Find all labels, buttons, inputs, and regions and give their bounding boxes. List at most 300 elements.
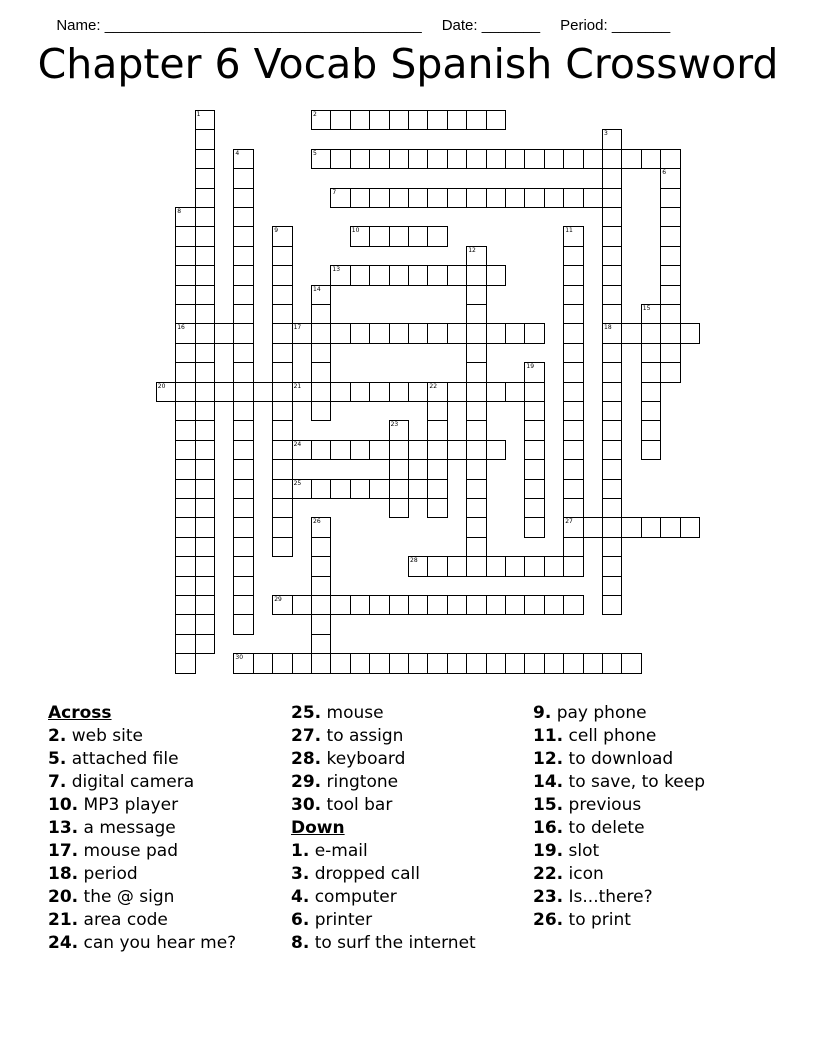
grid-cell[interactable]: [175, 614, 195, 634]
grid-cell[interactable]: [175, 401, 195, 421]
grid-cell[interactable]: [602, 479, 622, 499]
grid-cell[interactable]: [408, 556, 428, 576]
grid-cell[interactable]: [311, 634, 331, 654]
grid-cell[interactable]: [369, 440, 389, 460]
grid-cell[interactable]: [408, 188, 428, 208]
grid-cell[interactable]: [311, 304, 331, 324]
grid-cell[interactable]: [233, 479, 253, 499]
grid-cell[interactable]: [408, 323, 428, 343]
grid-cell[interactable]: [524, 440, 544, 460]
grid-cell[interactable]: [272, 498, 292, 518]
grid-cell[interactable]: [272, 382, 292, 402]
grid-cell[interactable]: [602, 207, 622, 227]
grid-cell[interactable]: [660, 207, 680, 227]
grid-cell[interactable]: [233, 168, 253, 188]
grid-cell[interactable]: [602, 576, 622, 596]
grid-cell[interactable]: [175, 420, 195, 440]
grid-cell[interactable]: [563, 479, 583, 499]
grid-cell[interactable]: [369, 323, 389, 343]
grid-cell[interactable]: [272, 537, 292, 557]
grid-cell[interactable]: [602, 129, 622, 149]
grid-cell[interactable]: [233, 517, 253, 537]
grid-cell[interactable]: [563, 362, 583, 382]
grid-cell[interactable]: [544, 556, 564, 576]
grid-cell[interactable]: [602, 168, 622, 188]
grid-cell[interactable]: [311, 343, 331, 363]
grid-cell[interactable]: [447, 110, 467, 130]
grid-cell[interactable]: [641, 401, 661, 421]
grid-cell[interactable]: [233, 149, 253, 169]
grid-cell[interactable]: [350, 149, 370, 169]
grid-cell[interactable]: [272, 285, 292, 305]
grid-cell[interactable]: [195, 556, 215, 576]
grid-cell[interactable]: [486, 653, 506, 673]
grid-cell[interactable]: [505, 323, 525, 343]
grid-cell[interactable]: [350, 595, 370, 615]
grid-cell[interactable]: [466, 304, 486, 324]
grid-cell[interactable]: [505, 382, 525, 402]
grid-cell[interactable]: [195, 614, 215, 634]
grid-cell[interactable]: [408, 149, 428, 169]
grid-cell[interactable]: [466, 653, 486, 673]
grid-cell[interactable]: [447, 382, 467, 402]
grid-cell[interactable]: [292, 595, 312, 615]
grid-cell[interactable]: [389, 188, 409, 208]
grid-cell[interactable]: [524, 498, 544, 518]
grid-cell[interactable]: [195, 362, 215, 382]
grid-cell[interactable]: [195, 168, 215, 188]
grid-cell[interactable]: [641, 323, 661, 343]
grid-cell[interactable]: [292, 479, 312, 499]
grid-cell[interactable]: [621, 653, 641, 673]
grid-cell[interactable]: [350, 382, 370, 402]
grid-cell[interactable]: [214, 323, 234, 343]
grid-cell[interactable]: [602, 440, 622, 460]
grid-cell[interactable]: [524, 188, 544, 208]
grid-cell[interactable]: [195, 634, 215, 654]
grid-cell[interactable]: [195, 188, 215, 208]
grid-cell[interactable]: [311, 556, 331, 576]
grid-cell[interactable]: [583, 149, 603, 169]
grid-cell[interactable]: [466, 401, 486, 421]
grid-cell[interactable]: [641, 304, 661, 324]
grid-cell[interactable]: [311, 401, 331, 421]
grid-cell[interactable]: [311, 653, 331, 673]
grid-cell[interactable]: [466, 265, 486, 285]
grid-cell[interactable]: [233, 343, 253, 363]
grid-cell[interactable]: [602, 188, 622, 208]
grid-cell[interactable]: [602, 653, 622, 673]
grid-cell[interactable]: [544, 149, 564, 169]
grid-cell[interactable]: [427, 653, 447, 673]
grid-cell[interactable]: [272, 226, 292, 246]
grid-cell[interactable]: [680, 517, 700, 537]
grid-cell[interactable]: [621, 149, 641, 169]
grid-cell[interactable]: [195, 498, 215, 518]
grid-cell[interactable]: [505, 149, 525, 169]
grid-cell[interactable]: [466, 517, 486, 537]
grid-cell[interactable]: [408, 479, 428, 499]
grid-cell[interactable]: [311, 382, 331, 402]
grid-cell[interactable]: [505, 653, 525, 673]
grid-cell[interactable]: [350, 110, 370, 130]
grid-cell[interactable]: [195, 285, 215, 305]
grid-cell[interactable]: [389, 420, 409, 440]
grid-cell[interactable]: [330, 595, 350, 615]
grid-cell[interactable]: [563, 188, 583, 208]
grid-cell[interactable]: [427, 479, 447, 499]
grid-cell[interactable]: [408, 110, 428, 130]
grid-cell[interactable]: [175, 576, 195, 596]
grid-cell[interactable]: [330, 265, 350, 285]
grid-cell[interactable]: [311, 614, 331, 634]
grid-cell[interactable]: [330, 110, 350, 130]
grid-cell[interactable]: [583, 517, 603, 537]
grid-cell[interactable]: [175, 246, 195, 266]
grid-cell[interactable]: [447, 595, 467, 615]
grid-cell[interactable]: [175, 362, 195, 382]
grid-cell[interactable]: [466, 595, 486, 615]
grid-cell[interactable]: [233, 459, 253, 479]
grid-cell[interactable]: [583, 653, 603, 673]
grid-cell[interactable]: [369, 265, 389, 285]
grid-cell[interactable]: [563, 285, 583, 305]
grid-cell[interactable]: [563, 653, 583, 673]
grid-cell[interactable]: [369, 110, 389, 130]
grid-cell[interactable]: [233, 556, 253, 576]
grid-cell[interactable]: [350, 323, 370, 343]
grid-cell[interactable]: [563, 420, 583, 440]
grid-cell[interactable]: [350, 479, 370, 499]
grid-cell[interactable]: [175, 343, 195, 363]
grid-cell[interactable]: [311, 479, 331, 499]
grid-cell[interactable]: [195, 537, 215, 557]
grid-cell[interactable]: [602, 323, 622, 343]
grid-cell[interactable]: [466, 440, 486, 460]
grid-cell[interactable]: [427, 556, 447, 576]
grid-cell[interactable]: [660, 226, 680, 246]
grid-cell[interactable]: [369, 595, 389, 615]
grid-cell[interactable]: [660, 149, 680, 169]
grid-cell[interactable]: [524, 420, 544, 440]
grid-cell[interactable]: [602, 265, 622, 285]
grid-cell[interactable]: [272, 246, 292, 266]
grid-cell[interactable]: [175, 556, 195, 576]
grid-cell[interactable]: [563, 556, 583, 576]
grid-cell[interactable]: [311, 362, 331, 382]
grid-cell[interactable]: [563, 401, 583, 421]
grid-cell[interactable]: [486, 440, 506, 460]
grid-cell[interactable]: [233, 595, 253, 615]
grid-cell[interactable]: [311, 323, 331, 343]
grid-cell[interactable]: [641, 362, 661, 382]
grid-cell[interactable]: [447, 653, 467, 673]
grid-cell[interactable]: [389, 226, 409, 246]
grid-cell[interactable]: [195, 479, 215, 499]
grid-cell[interactable]: [524, 382, 544, 402]
grid-cell[interactable]: [641, 517, 661, 537]
grid-cell[interactable]: [272, 479, 292, 499]
grid-cell[interactable]: [272, 420, 292, 440]
grid-cell[interactable]: [350, 265, 370, 285]
grid-cell[interactable]: [660, 517, 680, 537]
grid-cell[interactable]: [233, 614, 253, 634]
grid-cell[interactable]: [466, 537, 486, 557]
grid-cell[interactable]: [660, 168, 680, 188]
grid-cell[interactable]: [563, 265, 583, 285]
grid-cell[interactable]: [544, 653, 564, 673]
grid-cell[interactable]: [389, 459, 409, 479]
grid-cell[interactable]: [447, 440, 467, 460]
grid-cell[interactable]: [563, 304, 583, 324]
grid-cell[interactable]: [563, 246, 583, 266]
grid-cell[interactable]: [311, 595, 331, 615]
grid-cell[interactable]: [563, 498, 583, 518]
grid-cell[interactable]: [195, 440, 215, 460]
grid-cell[interactable]: [350, 188, 370, 208]
grid-cell[interactable]: [447, 556, 467, 576]
grid-cell[interactable]: [466, 323, 486, 343]
grid-cell[interactable]: [389, 149, 409, 169]
grid-cell[interactable]: [660, 188, 680, 208]
grid-cell[interactable]: [602, 362, 622, 382]
grid-cell[interactable]: [350, 440, 370, 460]
grid-cell[interactable]: [311, 517, 331, 537]
grid-cell[interactable]: [195, 226, 215, 246]
grid-cell[interactable]: [233, 401, 253, 421]
grid-cell[interactable]: [602, 401, 622, 421]
grid-cell[interactable]: [602, 420, 622, 440]
grid-cell[interactable]: [660, 323, 680, 343]
grid-cell[interactable]: [369, 653, 389, 673]
grid-cell[interactable]: [486, 595, 506, 615]
grid-cell[interactable]: [369, 188, 389, 208]
grid-cell[interactable]: [427, 498, 447, 518]
grid-cell[interactable]: [486, 323, 506, 343]
grid-cell[interactable]: [505, 556, 525, 576]
grid-cell[interactable]: [233, 285, 253, 305]
grid-cell[interactable]: [175, 517, 195, 537]
grid-cell[interactable]: [563, 537, 583, 557]
grid-cell[interactable]: [311, 149, 331, 169]
grid-cell[interactable]: [602, 246, 622, 266]
grid-cell[interactable]: [447, 265, 467, 285]
grid-cell[interactable]: [233, 323, 253, 343]
grid-cell[interactable]: [602, 498, 622, 518]
grid-cell[interactable]: [195, 459, 215, 479]
grid-cell[interactable]: [195, 149, 215, 169]
grid-cell[interactable]: [389, 479, 409, 499]
grid-cell[interactable]: [524, 517, 544, 537]
grid-cell[interactable]: [544, 595, 564, 615]
grid-cell[interactable]: [175, 653, 195, 673]
grid-cell[interactable]: [563, 382, 583, 402]
grid-cell[interactable]: [660, 362, 680, 382]
grid-cell[interactable]: [563, 517, 583, 537]
grid-cell[interactable]: [466, 479, 486, 499]
grid-cell[interactable]: [195, 323, 215, 343]
grid-cell[interactable]: [369, 382, 389, 402]
grid-cell[interactable]: [660, 343, 680, 363]
grid-cell[interactable]: [233, 226, 253, 246]
grid-cell[interactable]: [524, 149, 544, 169]
grid-cell[interactable]: [466, 285, 486, 305]
grid-cell[interactable]: [466, 110, 486, 130]
grid-cell[interactable]: [330, 149, 350, 169]
grid-cell[interactable]: [427, 149, 447, 169]
grid-cell[interactable]: [524, 323, 544, 343]
grid-cell[interactable]: [195, 246, 215, 266]
grid-cell[interactable]: [466, 459, 486, 479]
grid-cell[interactable]: [602, 382, 622, 402]
grid-cell[interactable]: [272, 517, 292, 537]
grid-cell[interactable]: [272, 343, 292, 363]
grid-cell[interactable]: [524, 401, 544, 421]
grid-cell[interactable]: [330, 440, 350, 460]
grid-cell[interactable]: [466, 343, 486, 363]
grid-cell[interactable]: [330, 479, 350, 499]
grid-cell[interactable]: [272, 304, 292, 324]
grid-cell[interactable]: [563, 440, 583, 460]
grid-cell[interactable]: [389, 595, 409, 615]
grid-cell[interactable]: [369, 226, 389, 246]
grid-cell[interactable]: [427, 459, 447, 479]
grid-cell[interactable]: [350, 653, 370, 673]
grid-cell[interactable]: [524, 459, 544, 479]
grid-cell[interactable]: [233, 576, 253, 596]
grid-cell[interactable]: [408, 382, 428, 402]
grid-cell[interactable]: [311, 537, 331, 557]
grid-cell[interactable]: [311, 440, 331, 460]
grid-cell[interactable]: [408, 226, 428, 246]
grid-cell[interactable]: [175, 323, 195, 343]
grid-cell[interactable]: [563, 226, 583, 246]
grid-cell[interactable]: [486, 149, 506, 169]
grid-cell[interactable]: [466, 188, 486, 208]
grid-cell[interactable]: [466, 556, 486, 576]
grid-cell[interactable]: [175, 634, 195, 654]
grid-cell[interactable]: [272, 595, 292, 615]
grid-cell[interactable]: [486, 110, 506, 130]
grid-cell[interactable]: [350, 226, 370, 246]
grid-cell[interactable]: [427, 420, 447, 440]
grid-cell[interactable]: [214, 382, 234, 402]
grid-cell[interactable]: [233, 382, 253, 402]
grid-cell[interactable]: [641, 420, 661, 440]
grid-cell[interactable]: [175, 498, 195, 518]
grid-cell[interactable]: [447, 188, 467, 208]
grid-cell[interactable]: [195, 517, 215, 537]
grid-cell[interactable]: [641, 440, 661, 460]
grid-cell[interactable]: [233, 304, 253, 324]
grid-cell[interactable]: [175, 440, 195, 460]
grid-cell[interactable]: [195, 304, 215, 324]
grid-cell[interactable]: [466, 420, 486, 440]
grid-cell[interactable]: [641, 382, 661, 402]
grid-cell[interactable]: [486, 556, 506, 576]
grid-cell[interactable]: [427, 401, 447, 421]
grid-cell[interactable]: [175, 207, 195, 227]
grid-cell[interactable]: [583, 188, 603, 208]
grid-cell[interactable]: [641, 343, 661, 363]
grid-cell[interactable]: [602, 459, 622, 479]
grid-cell[interactable]: [389, 440, 409, 460]
grid-cell[interactable]: [427, 595, 447, 615]
grid-cell[interactable]: [195, 401, 215, 421]
grid-cell[interactable]: [680, 323, 700, 343]
grid-cell[interactable]: [660, 246, 680, 266]
grid-cell[interactable]: [195, 343, 215, 363]
grid-cell[interactable]: [330, 653, 350, 673]
grid-cell[interactable]: [505, 188, 525, 208]
grid-cell[interactable]: [466, 498, 486, 518]
grid-cell[interactable]: [563, 323, 583, 343]
grid-cell[interactable]: [253, 382, 273, 402]
grid-cell[interactable]: [272, 653, 292, 673]
grid-cell[interactable]: [156, 382, 176, 402]
grid-cell[interactable]: [427, 382, 447, 402]
grid-cell[interactable]: [175, 459, 195, 479]
grid-cell[interactable]: [195, 595, 215, 615]
grid-cell[interactable]: [524, 595, 544, 615]
grid-cell[interactable]: [660, 285, 680, 305]
grid-cell[interactable]: [292, 323, 312, 343]
grid-cell[interactable]: [195, 207, 215, 227]
grid-cell[interactable]: [175, 595, 195, 615]
grid-cell[interactable]: [272, 362, 292, 382]
grid-cell[interactable]: [195, 576, 215, 596]
grid-cell[interactable]: [602, 556, 622, 576]
grid-cell[interactable]: [233, 246, 253, 266]
grid-cell[interactable]: [233, 188, 253, 208]
grid-cell[interactable]: [195, 265, 215, 285]
grid-cell[interactable]: [427, 188, 447, 208]
grid-cell[interactable]: [427, 323, 447, 343]
grid-cell[interactable]: [641, 149, 661, 169]
grid-cell[interactable]: [602, 285, 622, 305]
grid-cell[interactable]: [621, 517, 641, 537]
grid-cell[interactable]: [330, 188, 350, 208]
grid-cell[interactable]: [272, 459, 292, 479]
grid-cell[interactable]: [486, 188, 506, 208]
grid-cell[interactable]: [233, 420, 253, 440]
grid-cell[interactable]: [311, 285, 331, 305]
grid-cell[interactable]: [272, 440, 292, 460]
grid-cell[interactable]: [389, 265, 409, 285]
grid-cell[interactable]: [660, 265, 680, 285]
grid-cell[interactable]: [175, 226, 195, 246]
grid-cell[interactable]: [389, 653, 409, 673]
grid-cell[interactable]: [233, 265, 253, 285]
grid-cell[interactable]: [447, 323, 467, 343]
grid-cell[interactable]: [408, 265, 428, 285]
grid-cell[interactable]: [563, 595, 583, 615]
grid-cell[interactable]: [175, 382, 195, 402]
grid-cell[interactable]: [311, 576, 331, 596]
grid-cell[interactable]: [175, 479, 195, 499]
grid-cell[interactable]: [486, 265, 506, 285]
grid-cell[interactable]: [602, 537, 622, 557]
grid-cell[interactable]: [621, 323, 641, 343]
grid-cell[interactable]: [195, 129, 215, 149]
grid-cell[interactable]: [486, 382, 506, 402]
grid-cell[interactable]: [408, 440, 428, 460]
grid-cell[interactable]: [505, 595, 525, 615]
grid-cell[interactable]: [563, 459, 583, 479]
grid-cell[interactable]: [369, 149, 389, 169]
grid-cell[interactable]: [272, 323, 292, 343]
grid-cell[interactable]: [292, 382, 312, 402]
